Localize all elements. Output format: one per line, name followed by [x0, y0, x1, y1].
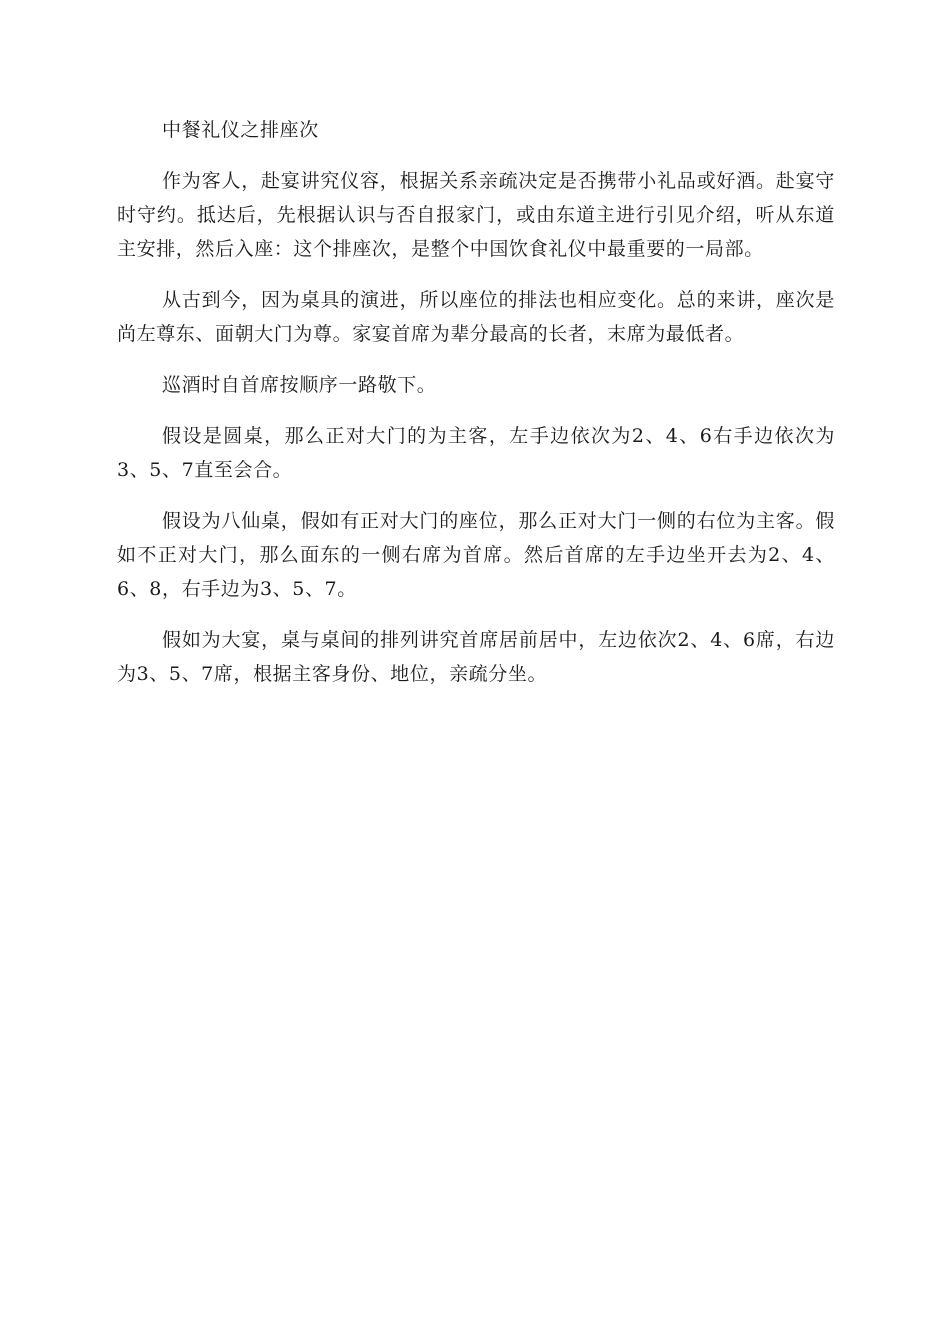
paragraph-eight-immortals-table: 假设为八仙桌，假如有正对大门的座位，那么正对大门一侧的右位为主客。假如不正对大门，那么面东的一侧右席为首席。然后首席的左手边坐开去为2、4、6、8，右手边为3、5、7。 [117, 510, 835, 600]
document-title: 中餐礼仪之排座次 [162, 119, 319, 141]
document-body [117, 113, 835, 708]
paragraph-banquet: 假如为大宴，桌与桌间的排列讲究首席居前居中，左边依次2、4、6席，右边为3、5、7席，根据主客身份、地位，亲疏分坐。 [117, 629, 835, 685]
paragraph-toasting-order: 巡酒时自首席按顺序一路敬下。 [162, 374, 437, 396]
paragraph-round-table: 假设是圆桌，那么正对大门的为主客，左手边依次为2、4、6右手边依次为3、5、7直至会合。 [117, 425, 835, 481]
paragraph-guest-etiquette: 作为客人，赴宴讲究仪容，根据关系亲疏决定是否携带小礼品或好酒。赴宴守时守约。抵达后，先根据认识与否自报家门，或由东道主进行引见介绍，听从东道主安排，然后入座：这个排座次，是整个中国饮食礼仪中最重要的一局部。 [117, 170, 835, 260]
paragraph-seating-history: 从古到今，因为桌具的演进，所以座位的排法也相应变化。总的来讲，座次是尚左尊东、面朝大门为尊。家宴首席为辈分最高的长者，末席为最低者。 [117, 289, 835, 345]
